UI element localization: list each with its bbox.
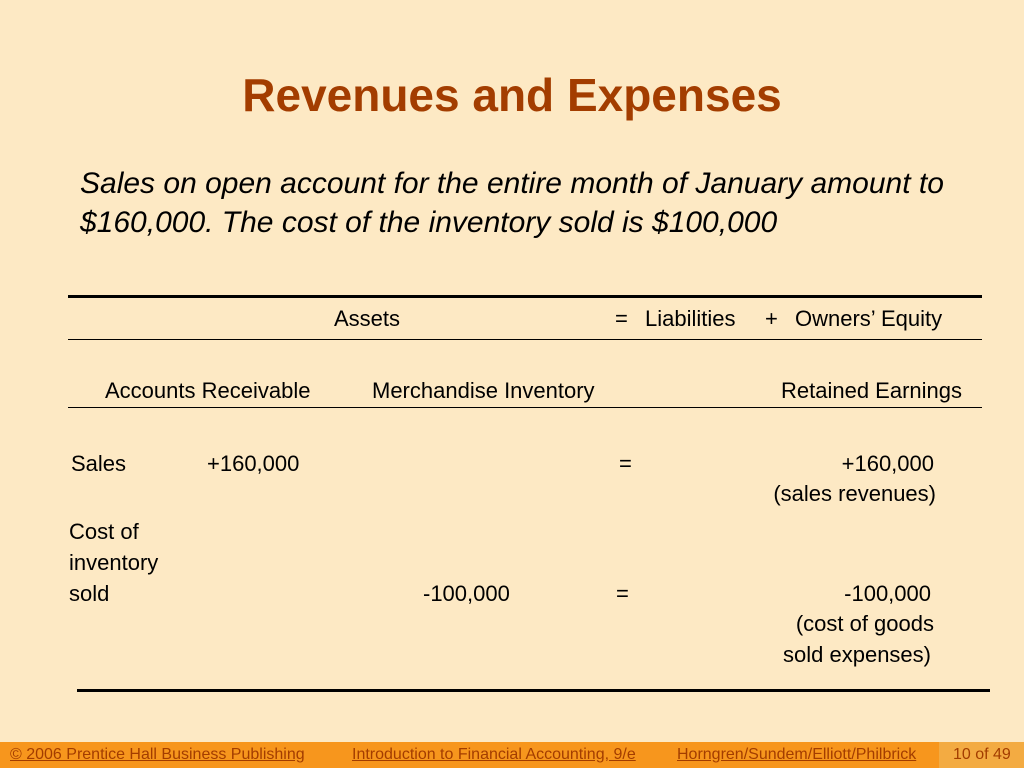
row-cogs-label-line-1: Cost of — [69, 519, 139, 544]
columns-rule — [68, 407, 982, 408]
header-rule — [68, 339, 982, 340]
footer-copyright[interactable]: © 2006 Prentice Hall Business Publishing — [10, 746, 305, 763]
intro-text: Sales on open account for the entire month of January amount to $160,000. The cost of the inventory sold is $100,000 — [80, 167, 944, 239]
row-sales-note: (sales revenues) — [773, 481, 936, 506]
col-merchandise-inventory: Merchandise Inventory — [372, 378, 595, 403]
footer-bar — [0, 742, 1024, 768]
footer-book-title[interactable]: Introduction to Financial Accounting, 9/e — [352, 746, 636, 763]
row-sales-accounts-receivable: +160,000 — [207, 451, 300, 476]
header-assets: Assets — [334, 306, 401, 331]
page-indicator — [939, 742, 1024, 768]
row-cogs-equals: = — [616, 581, 629, 606]
row-cogs-label-line-2: inventory — [69, 550, 159, 575]
row-sales-label: Sales — [71, 451, 127, 476]
footer-authors[interactable]: Horngren/Sundem/Elliott/Philbrick — [677, 746, 917, 763]
header-liabilities: Liabilities — [645, 306, 736, 331]
row-cogs-note-line-1: (cost of goods — [795, 611, 934, 636]
row-cogs-merchandise-inventory: -100,000 — [423, 581, 510, 606]
header-owners-equity: Owners’ Equity — [795, 306, 943, 331]
page-number: 10 of 49 — [953, 746, 1011, 763]
row-sales-retained-earnings: +160,000 — [841, 451, 934, 476]
col-accounts-receivable: Accounts Receivable — [105, 378, 311, 403]
row-sales-equals: = — [619, 451, 632, 476]
table-top-rule — [68, 295, 982, 298]
col-retained-earnings: Retained Earnings — [781, 378, 963, 403]
row-cogs-note-line-2: sold expenses) — [783, 642, 931, 667]
table-bottom-rule — [77, 689, 990, 692]
slide-title: Revenues and Expenses — [242, 69, 782, 121]
header-equals: = — [615, 306, 628, 331]
row-cogs-label-line-3: sold — [69, 581, 110, 606]
row-cogs-retained-earnings: -100,000 — [844, 581, 931, 606]
header-plus: + — [765, 306, 778, 331]
